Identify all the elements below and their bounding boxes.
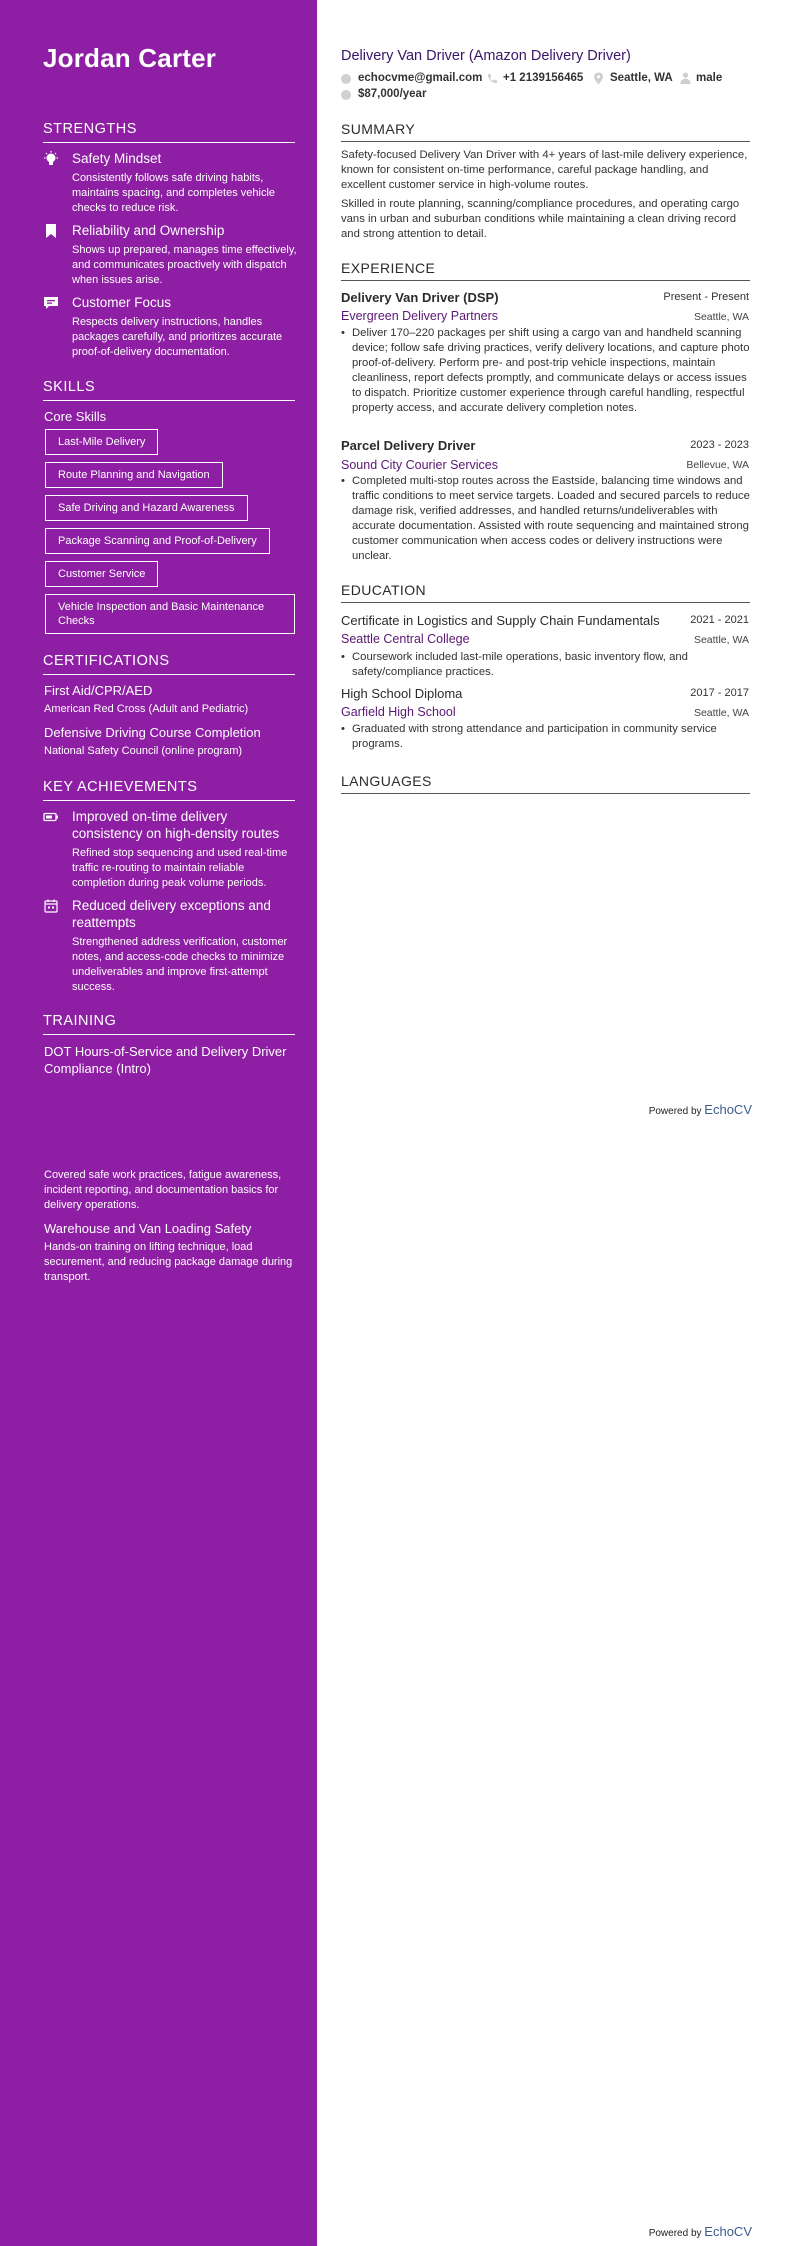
education-heading: EDUCATION (341, 582, 750, 603)
training-title: Warehouse and Van Loading Safety (44, 1221, 252, 1236)
job-bullet (341, 326, 750, 416)
job-bullet (341, 474, 750, 564)
contact-gender: male (696, 72, 723, 84)
echocv-logo[interactable]: EchoCV (704, 2224, 752, 2239)
cert-title: Defensive Driving Course Completion (44, 725, 261, 740)
edu-org: Seattle Central College (341, 632, 470, 646)
sidebar (0, 0, 317, 2246)
powered-by-footer (649, 1102, 752, 1117)
chat-icon (43, 295, 59, 311)
contact-salary: $87,000/year (358, 88, 427, 100)
training-title: DOT Hours-of-Service and Delivery Driver Compliance (Intro) (44, 1044, 287, 1076)
achievement-title: Reduced delivery exceptions and reattempts (72, 898, 271, 930)
edu-bullet (341, 650, 750, 680)
training-heading: TRAINING (43, 1013, 295, 1035)
training-desc: Hands-on training on lifting technique, load securement, and reducing package damage during transport. (44, 1241, 293, 1283)
contact-email[interactable]: echocvme@gmail.com (358, 72, 483, 84)
salary-icon (341, 90, 351, 100)
phone-icon (486, 73, 498, 85)
strength-title: Safety Mindset (72, 151, 162, 166)
achievement-title: Improved on-time delivery consistency on high-density routes (72, 809, 280, 841)
strength-title: Customer Focus (72, 295, 172, 310)
calendar-icon (43, 898, 59, 914)
person-icon (680, 72, 691, 84)
edu-location: Seattle, WA (693, 707, 749, 719)
bullet-dot: • (341, 651, 345, 663)
skill-tag: Safe Driving and Hazard Awareness (45, 495, 248, 521)
lightbulb-icon (43, 151, 59, 167)
edu-location: Seattle, WA (693, 634, 749, 646)
skill-tag: Package Scanning and Proof-of-Delivery (45, 528, 270, 554)
strength-title: Reliability and Ownership (72, 223, 225, 238)
bullet-dot: • (341, 327, 345, 339)
strength-item (43, 150, 298, 216)
powered-by-label: Powered by (648, 2228, 702, 2239)
job-role: Delivery Van Driver (DSP) (341, 290, 499, 305)
summary-paragraph: Safety-focused Delivery Van Driver with 4+ years of last-mile delivery experience, known for consistent on-time performance, careful package handling, and excellent customer service in high-volume routes. (341, 149, 748, 191)
cert-title: First Aid/CPR/AED (44, 683, 153, 698)
summary-heading: SUMMARY (341, 121, 750, 142)
echocv-logo[interactable]: EchoCV (704, 1102, 752, 1117)
skill-tag: Vehicle Inspection and Basic Maintenance Checks (45, 594, 295, 634)
job-dates: 2023 - 2023 (690, 439, 749, 451)
achievement-item (43, 897, 298, 995)
strength-item (43, 294, 298, 360)
contact-location: Seattle, WA (610, 72, 673, 84)
training-desc: Covered safe work practices, fatigue awareness, incident reporting, and documentation basics for delivery operations. (44, 1169, 282, 1211)
languages-heading: LANGUAGES (341, 773, 750, 794)
strengths-heading: STRENGTHS (43, 121, 295, 143)
job-headline: Delivery Van Driver (Amazon Delivery Driver) (341, 48, 631, 64)
achievement-item (43, 808, 298, 891)
edu-bullet (341, 722, 750, 752)
edu-dates: 2017 - 2017 (690, 687, 749, 699)
cert-org: National Safety Council (online program) (44, 745, 243, 757)
strength-item (43, 222, 298, 288)
powered-by-footer (649, 2224, 752, 2239)
strength-desc: Consistently follows safe driving habits, maintains spacing, and completes vehicle checks to reduce risk. (72, 172, 276, 214)
job-org: Evergreen Delivery Partners (341, 309, 499, 323)
edu-bullet-text: Graduated with strong attendance and participation in community service programs. (352, 723, 717, 750)
edu-title: Certificate in Logistics and Supply Chain Fundamentals (341, 613, 660, 628)
cert-org: American Red Cross (Adult and Pediatric) (44, 703, 249, 715)
job-bullet-text: Deliver 170–220 packages per shift using a cargo van and handheld scanning device; follow safe driving practices, verify delivery locations, and capture photo proof-of-delivery. Perform pre- and post-trip vehicle inspections, maintain cleanliness, report defects promptly, and communicate delays or access issues to dispatch. Prioritize customer experience through careful handling, respectful property access, and accurate delivery completion notes. (352, 327, 750, 414)
strength-desc: Respects delivery instructions, handles packages carefully, and prioritizes accurate proof-of-delivery documentation. (72, 316, 283, 358)
email-icon (341, 74, 351, 84)
job-location: Seattle, WA (693, 311, 749, 323)
location-pin-icon (593, 72, 604, 85)
edu-title: High School Diploma (341, 686, 463, 701)
job-role: Parcel Delivery Driver (341, 438, 476, 453)
strength-desc: Shows up prepared, manages time effectively, and communicates proactively with dispatch when issues arise. (72, 244, 297, 286)
battery-icon (43, 809, 59, 825)
bullet-dot: • (341, 723, 345, 735)
core-skills-label: Core Skills (44, 409, 107, 424)
achievement-desc: Strengthened address verification, customer notes, and access-code checks to minimize undeliverables and improve first-attempt success. (72, 936, 288, 993)
job-bullet-text: Completed multi-stop routes across the Eastside, balancing time windows and traffic conditions to meet service targets. Loaded and secured parcels to reduce damage risk, verified addresses, and handled returns/undeliverables with accurate documentation. Assisted with route sequencing and maintained strong customer communication when access codes or delivery instructions were unclear. (352, 475, 750, 562)
skill-tag: Customer Service (45, 561, 158, 587)
job-dates: Present - Present (663, 291, 749, 303)
powered-by-label: Powered by (648, 1106, 702, 1117)
skills-heading: SKILLS (43, 379, 295, 401)
bookmark-icon (43, 223, 59, 239)
summary-paragraph: Skilled in route planning, scanning/compliance procedures, and operating cargo vans in urban and suburban conditions while maintaining a clean driving record and strong attention to detail. (341, 198, 740, 240)
candidate-name: Jordan Carter (43, 43, 217, 73)
skill-tag: Route Planning and Navigation (45, 462, 223, 488)
edu-org: Garfield High School (341, 705, 456, 719)
achievement-desc: Refined stop sequencing and used real-time traffic re-routing to maintain reliable completion during peak volume periods. (72, 847, 288, 889)
job-location: Bellevue, WA (686, 459, 749, 471)
certifications-heading: CERTIFICATIONS (43, 653, 295, 675)
contact-phone[interactable]: +1 2139156465 (503, 72, 584, 84)
experience-heading: EXPERIENCE (341, 260, 750, 281)
edu-dates: 2021 - 2021 (690, 614, 749, 626)
skill-tag: Last-Mile Delivery (45, 429, 158, 455)
bullet-dot: • (341, 475, 345, 487)
achievements-heading: KEY ACHIEVEMENTS (43, 779, 295, 801)
edu-bullet-text: Coursework included last-mile operations, basic inventory flow, and safety/compliance practices. (352, 651, 688, 678)
job-org: Sound City Courier Services (341, 458, 499, 472)
